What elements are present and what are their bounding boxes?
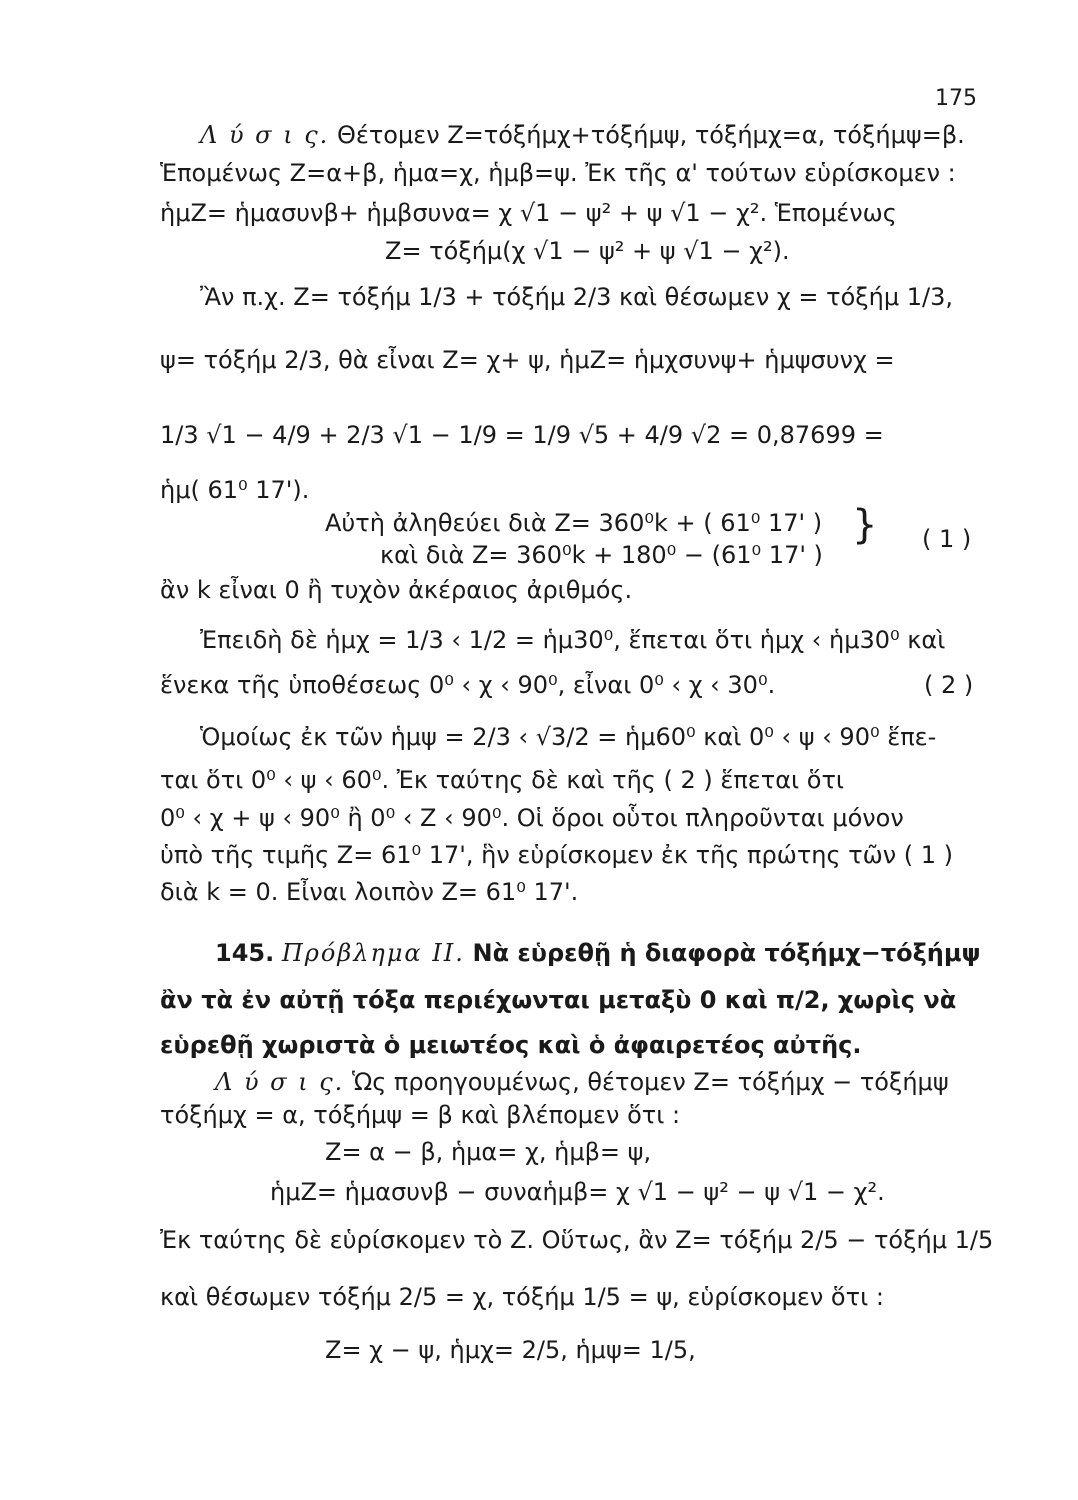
solution1-line-9: καὶ διὰ Ζ= 360⁰k + 180⁰ − (61⁰ 17' ) bbox=[380, 541, 823, 569]
solution1-line-6: 1/3 √1 − 4/9 + 2/3 √1 − 1/9 = 1/9 √5 + 4/9 √2 = 0,87699 = bbox=[160, 421, 884, 449]
right-brace: } bbox=[852, 502, 878, 548]
solution2-line-0 bbox=[215, 1067, 949, 1097]
page-number: 175 bbox=[935, 86, 977, 111]
solution1-line-17: διὰ k = 0. Εἶναι λοιπὸν Ζ= 61⁰ 17'. bbox=[160, 878, 579, 906]
solution1-line-11: Ἐπειδὴ δὲ ἡμχ = 1/3 ‹ 1/2 = ἡμ30⁰, ἕπεται ὅτι ἡμχ ‹ ἡμ30⁰ καὶ bbox=[200, 626, 946, 654]
solution2-line-2: Ζ= α − β, ἡμα= χ, ἡμβ= ψ, bbox=[325, 1138, 652, 1166]
problem-statement: Νὰ εὑρεθῇ ἡ διαφορὰ τόξήμχ−τόξήμψ bbox=[472, 939, 981, 967]
problem145-line-1: ἂν τὰ ἐν αὐτῇ τόξα περιέχωνται μεταξὺ 0 καὶ π/2, χωρὶς νὰ bbox=[160, 986, 957, 1014]
problem-number: 145. bbox=[215, 939, 275, 967]
solution2-line-5: καὶ θέσωμεν τόξήμ 2/5 = χ, τόξήμ 1/5 = ψ, εὑρίσκομεν ὅτι : bbox=[160, 1283, 884, 1311]
lysis-label: Λ ύ σ ι ς. bbox=[200, 121, 330, 149]
solution1-line-3: Ζ= τόξήμ(χ √1 − ψ² + ψ √1 − χ²). bbox=[385, 237, 790, 265]
solution1-text: Θέτομεν Ζ=τόξήμχ+τόξήμψ, τόξήμχ=α, τόξήμψ=β. bbox=[336, 121, 965, 149]
solution2-line-6: Ζ= χ − ψ, ἡμχ= 2/5, ἡμψ= 1/5, bbox=[325, 1336, 696, 1364]
solution1-line-2: ἡμΖ= ἡμασυνβ+ ἡμβσυνα= χ √1 − ψ² + ψ √1 − χ². Ἑπομένως bbox=[160, 199, 897, 227]
equation-label-2: ( 2 ) bbox=[924, 671, 974, 699]
solution1-line-15: 0⁰ ‹ χ + ψ ‹ 90⁰ ἢ 0⁰ ‹ Ζ ‹ 90⁰. Οἱ ὅροι οὗτοι πληροῦνται μόνον bbox=[160, 804, 904, 832]
solution1-line-13: Ὁμοίως ἐκ τῶν ἡμψ = 2/3 ‹ √3/2 = ἡμ60⁰ καὶ 0⁰ ‹ ψ ‹ 90⁰ ἕπε- bbox=[200, 723, 937, 751]
lysis-label-2: Λ ύ σ ι ς. bbox=[215, 1068, 345, 1096]
solution1-line-0 bbox=[200, 120, 965, 150]
solution1-line-4: Ἂν π.χ. Ζ= τόξήμ 1/3 + τόξήμ 2/3 καὶ θέσωμεν χ = τόξήμ 1/3, bbox=[200, 283, 954, 311]
problem145-heading bbox=[215, 938, 981, 968]
equation-label-1: ( 1 ) bbox=[922, 525, 972, 553]
solution1-line-10: ἂν k εἶναι 0 ἢ τυχὸν ἀκέραιος ἀριθμός. bbox=[160, 576, 633, 604]
solution1-line-7: ἡμ( 61⁰ 17'). bbox=[160, 476, 310, 504]
solution1-line-8: Αὐτὴ ἀληθεύει διὰ Ζ= 360⁰k + ( 61⁰ 17' ) bbox=[325, 509, 823, 537]
solution2-line-4: Ἐκ ταύτης δὲ εὑρίσκομεν τὸ Ζ. Οὕτως, ἂν Ζ= τόξήμ 2/5 − τόξήμ 1/5 bbox=[160, 1226, 994, 1254]
solution1-line-5: ψ= τόξήμ 2/3, θὰ εἶναι Ζ= χ+ ψ, ἡμΖ= ἡμχσυνψ+ ἡμψσυνχ = bbox=[160, 346, 895, 374]
solution2-line-1: τόξήμχ = α, τόξήμψ = β καὶ βλέπομεν ὅτι : bbox=[160, 1101, 681, 1129]
solution1-line-14: ται ὅτι 0⁰ ‹ ψ ‹ 60⁰. Ἐκ ταύτης δὲ καὶ τῆς ( 2 ) ἕπεται ὅτι bbox=[160, 766, 845, 794]
solution1-line-1: Ἑπομένως Ζ=α+β, ἡμα=χ, ἡμβ=ψ. Ἐκ τῆς α' τούτων εὑρίσκομεν : bbox=[160, 159, 956, 187]
solution2-line-3: ἡμΖ= ἡμασυνβ − συναἡμβ= χ √1 − ψ² − ψ √1 − χ². bbox=[270, 1178, 885, 1206]
problem145-line-2: εὑρεθῇ χωριστὰ ὁ μειωτέος καὶ ὁ ἀφαιρετέος αὐτῆς. bbox=[160, 1031, 862, 1059]
problem-title: Πρόβλημα ΙΙ. bbox=[281, 939, 465, 967]
solution1-line-12: ἕνεκα τῆς ὑποθέσεως 0⁰ ‹ χ ‹ 90⁰, εἶναι 0⁰ ‹ χ ‹ 30⁰. bbox=[160, 671, 776, 699]
solution1-line-16: ὑπὸ τῆς τιμῆς Ζ= 61⁰ 17', ἣν εὑρίσκομεν ἐκ τῆς πρώτης τῶν ( 1 ) bbox=[160, 841, 954, 869]
solution2-text: Ὡς προηγουμένως, θέτομεν Ζ= τόξήμχ − τόξήμψ bbox=[351, 1068, 949, 1096]
